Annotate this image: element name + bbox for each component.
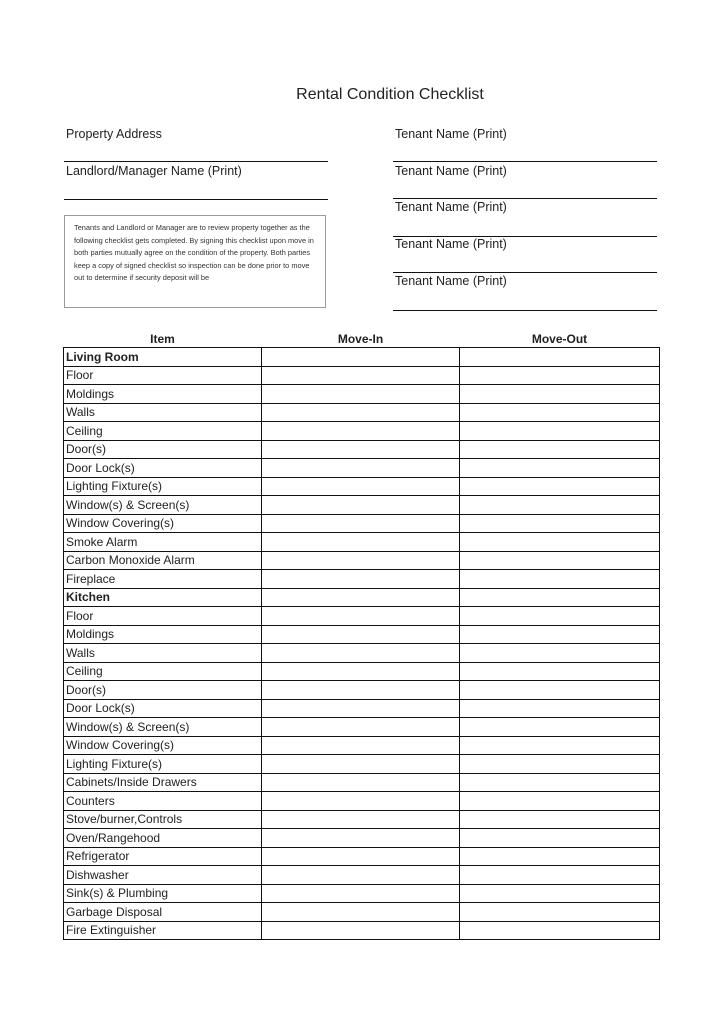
move-in-cell[interactable]	[262, 718, 460, 737]
tenant-name-field-5[interactable]	[393, 274, 657, 311]
move-out-cell[interactable]	[460, 477, 660, 496]
tenant-name-field-3[interactable]	[393, 200, 657, 237]
table-row	[64, 755, 660, 774]
section-heading: Living Room	[64, 348, 262, 367]
table-row	[64, 403, 660, 422]
item-label: Door(s)	[64, 681, 262, 700]
move-out-cell[interactable]	[460, 681, 660, 700]
table-row	[64, 921, 660, 940]
move-out-cell[interactable]	[460, 773, 660, 792]
table-row	[64, 662, 660, 681]
item-label: Lighting Fixture(s)	[64, 755, 262, 774]
move-in-cell[interactable]	[262, 736, 460, 755]
tenant-name-label: Tenant Name (Print)	[395, 127, 507, 141]
move-out-cell[interactable]	[460, 792, 660, 811]
move-in-cell[interactable]	[262, 792, 460, 811]
landlord-name-field[interactable]	[64, 164, 328, 200]
section-heading: Kitchen	[64, 588, 262, 607]
table-row	[64, 866, 660, 885]
move-in-cell[interactable]	[262, 625, 460, 644]
item-label: Door Lock(s)	[64, 699, 262, 718]
move-in-cell[interactable]	[262, 847, 460, 866]
move-in-cell[interactable]	[262, 773, 460, 792]
tenant-name-label: Tenant Name (Print)	[395, 200, 507, 214]
tenant-name-label: Tenant Name (Print)	[395, 237, 507, 251]
move-in-cell[interactable]	[262, 607, 460, 626]
page-title: Rental Condition Checklist	[296, 86, 484, 103]
table-row	[64, 477, 660, 496]
table-row	[64, 366, 660, 385]
table-row	[64, 496, 660, 515]
move-out-cell[interactable]	[460, 625, 660, 644]
tenant-name-label: Tenant Name (Print)	[395, 164, 507, 178]
landlord-name-label: Landlord/Manager Name (Print)	[66, 164, 242, 178]
move-out-cell[interactable]	[460, 755, 660, 774]
move-out-cell[interactable]	[460, 607, 660, 626]
move-out-cell[interactable]	[460, 588, 660, 607]
item-label: Window(s) & Screen(s)	[64, 718, 262, 737]
item-label: Cabinets/Inside Drawers	[64, 773, 262, 792]
move-out-cell[interactable]	[460, 736, 660, 755]
table-row	[64, 847, 660, 866]
move-in-cell[interactable]	[262, 921, 460, 940]
item-label: Floor	[64, 366, 262, 385]
instructions-notice: Tenants and Landlord or Manager are to review property together as the following checklist gets completed. By signing this checklist upon move in both parties mutually agree on the condition of the property. Both parties keep a copy of signed checklist so inspection can be done prior to move out to determine if security deposit will be	[64, 215, 326, 308]
table-row	[64, 829, 660, 848]
move-out-cell[interactable]	[460, 440, 660, 459]
move-out-cell[interactable]	[460, 718, 660, 737]
table-row	[64, 607, 660, 626]
table-row	[64, 459, 660, 478]
move-out-cell[interactable]	[460, 422, 660, 441]
move-out-cell[interactable]	[460, 866, 660, 885]
table-row	[64, 681, 660, 700]
table-row	[64, 792, 660, 811]
move-in-cell[interactable]	[262, 903, 460, 922]
item-label: Fire Extinguisher	[64, 921, 262, 940]
move-out-cell[interactable]	[460, 366, 660, 385]
move-in-cell[interactable]	[262, 866, 460, 885]
move-out-cell[interactable]	[460, 847, 660, 866]
move-in-cell[interactable]	[262, 662, 460, 681]
move-in-cell[interactable]	[262, 514, 460, 533]
move-out-cell[interactable]	[460, 699, 660, 718]
table-row	[64, 903, 660, 922]
move-in-cell[interactable]	[262, 699, 460, 718]
table-row	[64, 570, 660, 589]
item-label: Garbage Disposal	[64, 903, 262, 922]
tenant-name-line	[393, 161, 657, 162]
item-label: Floor	[64, 607, 262, 626]
item-label: Ceiling	[64, 662, 262, 681]
table-header-row	[64, 330, 660, 348]
table-row	[64, 533, 660, 552]
move-in-cell[interactable]	[262, 496, 460, 515]
table-row	[64, 773, 660, 792]
item-label: Sink(s) & Plumbing	[64, 884, 262, 903]
column-header-move-in: Move-In	[337, 331, 384, 346]
item-label: Door Lock(s)	[64, 459, 262, 478]
item-label: Moldings	[64, 385, 262, 404]
move-out-cell[interactable]	[460, 884, 660, 903]
move-out-cell[interactable]	[460, 551, 660, 570]
property-address-line	[64, 161, 328, 162]
move-in-cell[interactable]	[262, 477, 460, 496]
table-row	[64, 440, 660, 459]
move-out-cell[interactable]	[460, 385, 660, 404]
item-label: Window Covering(s)	[64, 514, 262, 533]
move-out-cell[interactable]	[460, 644, 660, 663]
tenant-name-line	[393, 310, 657, 311]
table-row	[64, 625, 660, 644]
checklist-body	[64, 348, 660, 940]
move-in-cell[interactable]	[262, 366, 460, 385]
table-row	[64, 514, 660, 533]
move-out-cell[interactable]	[460, 903, 660, 922]
move-in-cell[interactable]	[262, 551, 460, 570]
move-in-cell[interactable]	[262, 403, 460, 422]
move-in-cell[interactable]	[262, 810, 460, 829]
move-out-cell[interactable]	[460, 533, 660, 552]
table-row	[64, 644, 660, 663]
section-row	[64, 588, 660, 607]
move-in-cell[interactable]	[262, 829, 460, 848]
item-label: Refrigerator	[64, 847, 262, 866]
move-out-cell[interactable]	[460, 810, 660, 829]
move-out-cell[interactable]	[460, 403, 660, 422]
item-label: Lighting Fixture(s)	[64, 477, 262, 496]
move-out-cell[interactable]	[460, 829, 660, 848]
checklist-table	[63, 330, 660, 940]
landlord-name-line	[64, 199, 328, 200]
move-in-cell[interactable]	[262, 644, 460, 663]
move-in-cell[interactable]	[262, 533, 460, 552]
move-out-cell[interactable]	[460, 570, 660, 589]
move-in-cell[interactable]	[262, 755, 460, 774]
move-in-cell[interactable]	[262, 459, 460, 478]
tenant-name-line	[393, 198, 657, 199]
tenant-name-label: Tenant Name (Print)	[395, 274, 507, 288]
property-address-field[interactable]	[64, 127, 328, 162]
tenant-name-field-4[interactable]	[393, 237, 657, 273]
item-label: Door(s)	[64, 440, 262, 459]
move-in-cell[interactable]	[262, 884, 460, 903]
move-in-cell[interactable]	[262, 681, 460, 700]
table-row	[64, 736, 660, 755]
item-label: Ceiling	[64, 422, 262, 441]
move-in-cell[interactable]	[262, 440, 460, 459]
move-out-cell[interactable]	[460, 348, 660, 367]
move-in-cell[interactable]	[262, 348, 460, 367]
item-label: Moldings	[64, 625, 262, 644]
section-row	[64, 348, 660, 367]
table-row	[64, 884, 660, 903]
item-label: Stove/burner,Controls	[64, 810, 262, 829]
table-row	[64, 810, 660, 829]
item-label: Fireplace	[64, 570, 262, 589]
table-row	[64, 718, 660, 737]
item-label: Counters	[64, 792, 262, 811]
property-address-label: Property Address	[66, 127, 162, 141]
tenant-name-field-1[interactable]	[393, 127, 657, 162]
table-row	[64, 385, 660, 404]
item-label: Smoke Alarm	[64, 533, 262, 552]
item-label: Window Covering(s)	[64, 736, 262, 755]
column-header-move-out: Move-Out	[531, 331, 588, 346]
item-label: Walls	[64, 403, 262, 422]
table-row	[64, 699, 660, 718]
column-header-item: Item	[150, 331, 175, 346]
item-label: Dishwasher	[64, 866, 262, 885]
move-out-cell[interactable]	[460, 514, 660, 533]
table-row	[64, 551, 660, 570]
move-in-cell[interactable]	[262, 422, 460, 441]
table-row	[64, 422, 660, 441]
move-out-cell[interactable]	[460, 459, 660, 478]
tenant-name-line	[393, 272, 657, 273]
move-in-cell[interactable]	[262, 385, 460, 404]
move-in-cell[interactable]	[262, 570, 460, 589]
move-out-cell[interactable]	[460, 662, 660, 681]
item-label: Walls	[64, 644, 262, 663]
move-out-cell[interactable]	[460, 496, 660, 515]
move-in-cell[interactable]	[262, 588, 460, 607]
move-out-cell[interactable]	[460, 921, 660, 940]
item-label: Carbon Monoxide Alarm	[64, 551, 262, 570]
item-label: Window(s) & Screen(s)	[64, 496, 262, 515]
tenant-name-field-2[interactable]	[393, 164, 657, 199]
item-label: Oven/Rangehood	[64, 829, 262, 848]
